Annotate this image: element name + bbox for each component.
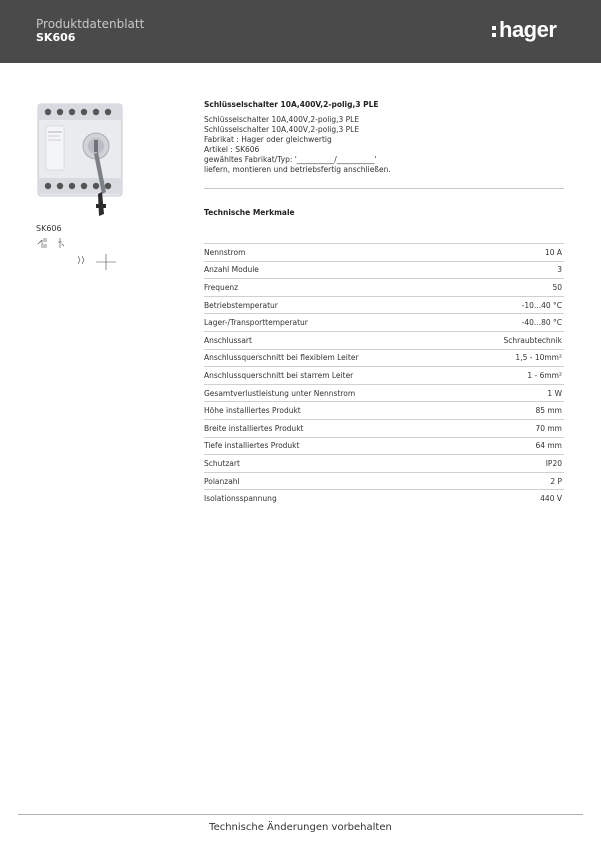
spec-row xyxy=(204,349,564,367)
description-line: liefern, montieren und betriebsfertig anschließen. xyxy=(204,165,391,174)
spec-row xyxy=(204,243,564,261)
footer-note: Technische Änderungen vorbehalten xyxy=(209,822,392,833)
hager-logo xyxy=(492,17,556,43)
spec-label: Anschlussart xyxy=(204,335,252,345)
spec-label: Höhe installiertes Produkt xyxy=(204,406,301,416)
spec-label: Tiefe installiertes Produkt xyxy=(204,441,300,451)
spec-label: Anschlussquerschnitt bei starrem Leiter xyxy=(204,370,354,380)
spec-row xyxy=(204,296,564,314)
spec-row xyxy=(204,261,564,279)
logo-dots-icon xyxy=(492,26,496,37)
spec-row xyxy=(204,331,564,349)
spec-label: Schutzart xyxy=(204,458,240,468)
product-code: SK606 xyxy=(36,31,76,44)
description-line: Schlüsselschalter 10A,400V,2-polig,3 PLE xyxy=(204,115,360,124)
spec-value: 2 P xyxy=(550,476,562,486)
spec-label: Anzahl Module xyxy=(204,265,259,275)
spec-value: IP20 xyxy=(545,458,562,468)
spec-row xyxy=(204,384,564,402)
spec-value: 64 mm xyxy=(535,441,562,451)
document-type: Produktdatenblatt xyxy=(36,17,145,31)
spec-row xyxy=(204,489,564,507)
spec-label: Polanzahl xyxy=(204,476,240,486)
spec-row xyxy=(204,419,564,437)
spec-value: 10 A xyxy=(544,247,562,257)
spec-row xyxy=(204,472,564,490)
left-sku-label: SK606 xyxy=(36,224,62,233)
description-line: Fabrikat : Hager oder gleichwertig xyxy=(204,135,332,144)
spec-label: Isolationsspannung xyxy=(204,494,277,504)
description-line: gewähltes Fabrikat/Typ: '__________/__________' xyxy=(204,155,377,164)
description-line: Schlüsselschalter 10A,400V,2-polig,3 PLE xyxy=(204,125,360,134)
spec-value: -10...40 °C xyxy=(521,300,562,310)
footer-divider xyxy=(18,814,583,815)
spec-value: 70 mm xyxy=(535,423,562,433)
spec-value: -40...80 °C xyxy=(521,318,562,328)
description-line: Artikel : SK606 xyxy=(204,145,260,154)
spec-row xyxy=(204,401,564,419)
spec-label: Nennstrom xyxy=(204,247,246,257)
spec-row xyxy=(204,366,564,384)
spec-label: Breite installiertes Produkt xyxy=(204,423,304,433)
product-title: Schlüsselschalter 10A,400V,2-polig,3 PLE xyxy=(204,100,379,109)
logo-text: hager xyxy=(499,17,557,42)
product-image xyxy=(36,96,126,224)
spec-row xyxy=(204,313,564,331)
section-divider xyxy=(204,188,564,189)
specs-table xyxy=(204,243,564,507)
spec-label: Gesamtverlustleistung unter Nennstrom xyxy=(204,388,356,398)
spec-row xyxy=(204,278,564,296)
spec-row xyxy=(204,437,564,455)
spec-value: 1 W xyxy=(547,388,562,398)
spec-value: 85 mm xyxy=(535,406,562,416)
spec-value: 1 - 6mm² xyxy=(527,370,562,380)
wiring-symbol xyxy=(36,234,126,274)
spec-label: Lager-/Transporttemperatur xyxy=(204,318,308,328)
header-bar xyxy=(0,0,601,63)
spec-label: Anschlussquerschnitt bei flexiblem Leiter xyxy=(204,353,359,363)
spec-label: Betriebstemperatur xyxy=(204,300,278,310)
spec-value: 50 xyxy=(552,282,562,292)
section-title-specs: Technische Merkmale xyxy=(204,208,295,217)
spec-label: Frequenz xyxy=(204,282,239,292)
spec-value: 3 xyxy=(557,265,562,275)
product-description xyxy=(204,115,564,175)
spec-value: 440 V xyxy=(540,494,562,504)
spec-value: Schraubtechnik xyxy=(503,335,562,345)
spec-row xyxy=(204,454,564,472)
spec-value: 1,5 - 10mm² xyxy=(515,353,562,363)
